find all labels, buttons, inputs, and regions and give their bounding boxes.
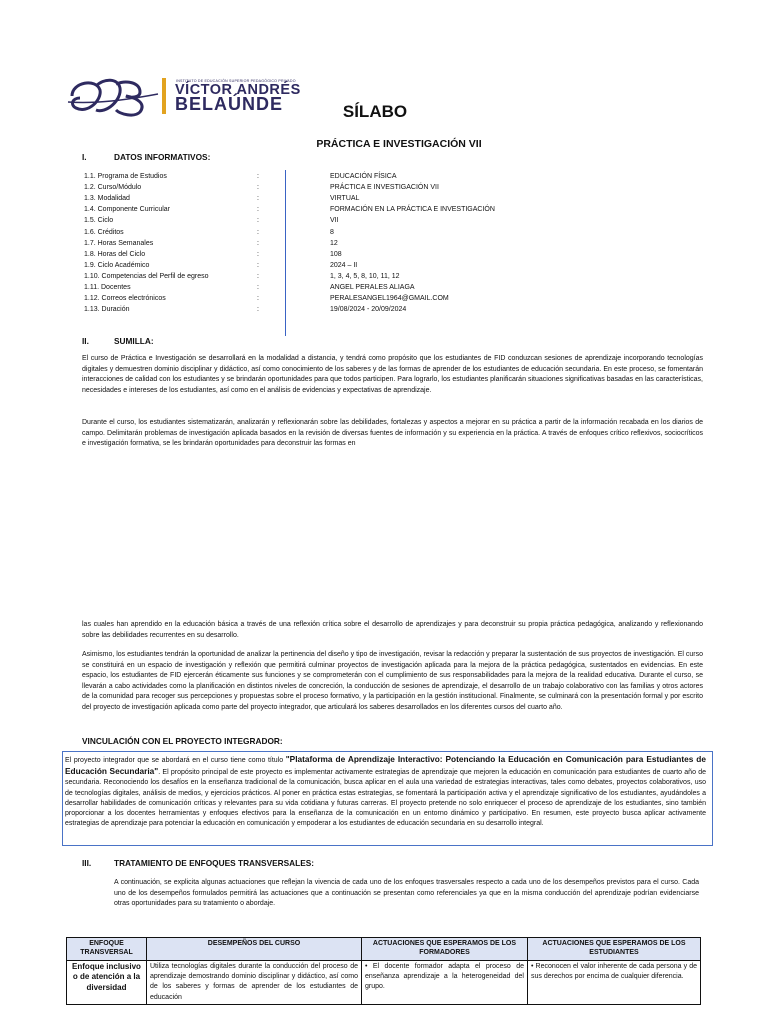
- header-formadores: ACTUACIONES QUE ESPERAMOS DE LOS FORMADORES: [362, 938, 528, 961]
- info-colon: :: [257, 306, 259, 314]
- document-title: SÍLABO: [342, 102, 408, 121]
- cell-desempeno: Utiliza tecnologías digitales durante la conducción del proceso de aprendizaje demostrando dominio disciplinar y didáctico, así como de los saberes y formas de aprender de los estudiantes de educación: [147, 961, 362, 1005]
- sumilla-paragraph-3: las cuales han aprendido en la educación básica a través de una reflexión crítica sobre el desarrollo de aprendizajes y para deconstruir su propia práctica pedagógica, analizando y reflexionando sobre las debilidades recurrentes en su desarrollo.: [82, 621, 703, 639]
- info-label: 1.2. Curso/Módulo: [84, 184, 142, 192]
- info-label: 1.5. Ciclo: [84, 217, 114, 225]
- header-estudiantes: ACTUACIONES QUE ESPERAMOS DE LOS ESTUDIANTES: [528, 938, 701, 961]
- sumilla-paragraph-1: El curso de Práctica e Investigación se desarrollará en la modalidad a distancia, y tendrá como propósito que los estudiantes de FID conduzcan sesiones de aprendizaje incorporando tecnologías digitales y demuestren dominio disciplinar y didáctico, así como conocimiento de los saberes y de las formas de aprender de los estudiantes de educación secundaria. En este proceso, se fomentarán interacciones de calidad con los estudiantes y se brindarán oportunidades para que todos participen. Para lograrlo, los estudiantes planificarán situaciones significativas basadas en las características, necesidades e intereses de los estudiantes, así como en el análisis de evidencias y expectativas de aprendizaje.: [82, 355, 703, 394]
- info-row: [84, 282, 524, 293]
- info-label: 1.13. Duración: [84, 306, 130, 314]
- info-label: 1.6. Créditos: [84, 228, 124, 236]
- info-value: 2024 – II: [330, 261, 358, 269]
- info-value: 1, 3, 4, 5, 8, 10, 11, 12: [330, 272, 400, 280]
- info-row: [84, 238, 524, 249]
- section2-title: SUMILLA:: [114, 336, 154, 346]
- info-label: 1.11. Docentes: [84, 284, 131, 291]
- info-row: [84, 171, 524, 182]
- info-colon: :: [257, 295, 259, 303]
- proyecto-title: "Plataforma de Aprendizaje Interactivo: Potenciando la Educación en Comunicación para Estudiantes de Educación Secundaria": [65, 754, 706, 777]
- section3-title: TRATAMIENTO DE ENFOQUES TRANSVERSALES:: [114, 858, 315, 868]
- info-value: 8: [330, 228, 334, 236]
- logo-name-line2: BELAÚNDE: [175, 94, 284, 114]
- info-colon: :: [257, 272, 259, 280]
- sumilla-paragraph-2: Durante el curso, los estudiantes sistematizarán, analizarán y reflexionarán sobre las debilidades, fortalezas y aspectos a mejorar en su práctica a partir de la información recabada en los diarios de campo. Delimitarán problemas de investigación aplicada basados en la revisión de diversas fuentes de información y su experiencia en la práctica. A través de enfoques crítico reflexivos, sociocríticos e investigación formativa, se les brindarán oportunidades para deconstruir las formas en: [82, 419, 703, 448]
- info-value: ANGEL PERALES ALIAGA: [330, 284, 415, 291]
- info-row: [84, 204, 524, 215]
- info-label: 1.1. Programa de Estudios: [84, 173, 167, 180]
- info-row: [84, 215, 524, 226]
- info-value: PERALESANGEL1964@GMAIL.COM: [330, 295, 449, 303]
- section1-title: DATOS INFORMATIVOS:: [114, 152, 211, 162]
- logo-institution-type: INSTITUTO DE EDUCACIÓN SUPERIOR PEDAGÓGICO PRIVADO: [176, 79, 296, 83]
- info-value: 19/08/2024 - 20/09/2024: [330, 306, 407, 314]
- info-colon: :: [257, 228, 259, 236]
- info-label: 1.3. Modalidad: [84, 195, 130, 203]
- info-colon: :: [257, 184, 259, 192]
- info-row: [84, 193, 524, 204]
- section3-number: III.: [82, 858, 92, 868]
- info-colon: :: [257, 195, 259, 203]
- info-row: [84, 271, 524, 282]
- info-value: PRÁCTICA E INVESTIGACIÓN VII: [330, 184, 439, 192]
- enfoques-table: [66, 937, 701, 1005]
- info-colon: :: [257, 250, 259, 258]
- info-colon: :: [257, 239, 259, 247]
- proyecto-intro: El proyecto integrador que se abordará en el curso tiene como título: [65, 757, 286, 764]
- vinculacion-title: VINCULACIÓN CON EL PROYECTO INTEGRADOR:: [82, 736, 283, 746]
- info-value: VIRTUAL: [330, 195, 360, 203]
- info-label: 1.7. Horas Semanales: [84, 239, 154, 247]
- header-enfoque: ENFOQUE TRANSVERSAL: [67, 938, 147, 961]
- sumilla-paragraph-4: Asimismo, los estudiantes tendrán la oportunidad de analizar la pertinencia del diseño y tipo de investigación, revisar la redacción y preparar la sustentación de sus proyectos de investigación. El curso se constituirá en un espacio de investigación y reflexión que permitirá culminar proyectos de investigación aplicada para la mejora de la práctica pedagógica, sustentados en evidencias. En este espacio, los estudiantes de FID ejercerán éticamente sus funciones y se comprometerán con el cumplimiento de sus responsabilidades para la mejora de la realidad educativa. Durante el curso, se llevarán a cabo actividades como la planificación en distintos niveles de concreción, la conducción de sesiones de aprendizaje, el desarrollo de un trabajo colaborativo con las familias y otros actores de la comunidad para recoger sus percepciones y propuestas sobre el proceso formativo, y la participación en la gestión institucional. Finalmente, se culminará con la presentación formal y por escrito del proyecto de investigación aplicada como parte del proyecto integrador, que articulará los saberes desarrollados en los diferentes cursos del cuarto año.: [82, 651, 703, 711]
- info-label: 1.12. Correos electrónicos: [84, 295, 166, 303]
- logo-name-line1: VÍCTOR ANDRÉS: [175, 82, 301, 98]
- info-colon: :: [257, 261, 259, 269]
- cell-formadores: • El docente formador adapta el proceso de enseñanza aprendizaje a la heterogeneidad del grupo.: [362, 961, 528, 1005]
- table-header-row: [67, 938, 701, 961]
- info-value: 108: [330, 250, 342, 258]
- table-row: [67, 961, 701, 1005]
- info-colon: :: [257, 217, 259, 225]
- info-value: EDUCACIÓN FÍSICA: [330, 173, 397, 180]
- enfoques-paragraph: A continuación, se explicita algunas actuaciones que reflejan la vivencia de cada uno de los enfoques trasversales respecto a cada uno de los desempeños previstos para el curso. Cada uno de los desempeños formulados permitirá las actuaciones que a continuación se presentan como referenciales ya que en la misma conducción del aprendizaje podrían evidenciarse otras oportunidades para su tratamiento o abordaje.: [114, 879, 699, 908]
- info-row: [84, 249, 524, 260]
- info-row: [84, 227, 524, 238]
- section1-number: I.: [82, 152, 87, 162]
- info-value: 12: [330, 239, 338, 247]
- info-row: [84, 304, 524, 315]
- info-label: 1.4. Componente Curricular: [84, 206, 170, 214]
- proyecto-integrador-text: [65, 754, 706, 829]
- info-row: [84, 260, 524, 271]
- info-value: VII: [330, 217, 339, 225]
- cell-estudiantes: • Reconocen el valor inherente de cada persona y de sus derechos por encima de cualquier diferencia.: [528, 961, 701, 1005]
- section2-number: II.: [82, 336, 89, 346]
- info-row: [84, 182, 524, 193]
- info-value: FORMACIÓN EN LA PRÁCTICA E INVESTIGACIÓN: [330, 206, 495, 214]
- header-desempenos: DESEMPEÑOS DEL CURSO: [147, 938, 362, 961]
- info-label: 1.10. Competencias del Perfil de egreso: [84, 272, 209, 280]
- info-colon: :: [257, 173, 259, 180]
- cell-enfoque: Enfoque inclusivo o de atención a la diversidad: [67, 961, 147, 1005]
- info-label: 1.9. Ciclo Académico: [84, 261, 150, 269]
- course-title: PRÁCTICA E INVESTIGACIÓN VII: [316, 138, 482, 150]
- info-colon: :: [257, 284, 259, 291]
- info-colon: :: [257, 206, 259, 214]
- info-row: [84, 293, 524, 304]
- info-label: 1.8. Horas del Ciclo: [84, 250, 146, 258]
- proyecto-body: . El propósito principal de este proyecto es implementar activamente estrategias de aprendizaje que mejoren la educación en comunicación para estudiantes de cuarto año de secundaria. Reconociendo los desafíos en la enseñanza tradicional de la comunicación, busca aplicar en el aula una variedad de estrategias interactivas, tales como debates, proyectos colaborativos, uso de tecnologías digitales, análisis de medios, y ejercicios prácticos. Al poner en práctica estas estrategias, se fomentará la participación activa y el aprendizaje significativo de los estudiantes, ayudándoles a desarrollar habilidades de comunicación críticas y relevantes para su vida cotidiana y futuras carreras. El proyecto pretende no solo enriquecer el proceso de aprendizaje de los estudiantes, sino también proporcionar a los docentes herramientas y enfoques efectivos para la enseñanza de la comunicación en un entorno dinámico y participativo. En resumen, este proyecto busca aplicar activamente estrategias de aprendizaje para potenciar la educación en comunicación y empoderar a los estudiantes de educación secundaria en su desarrollo integral.: [65, 769, 706, 828]
